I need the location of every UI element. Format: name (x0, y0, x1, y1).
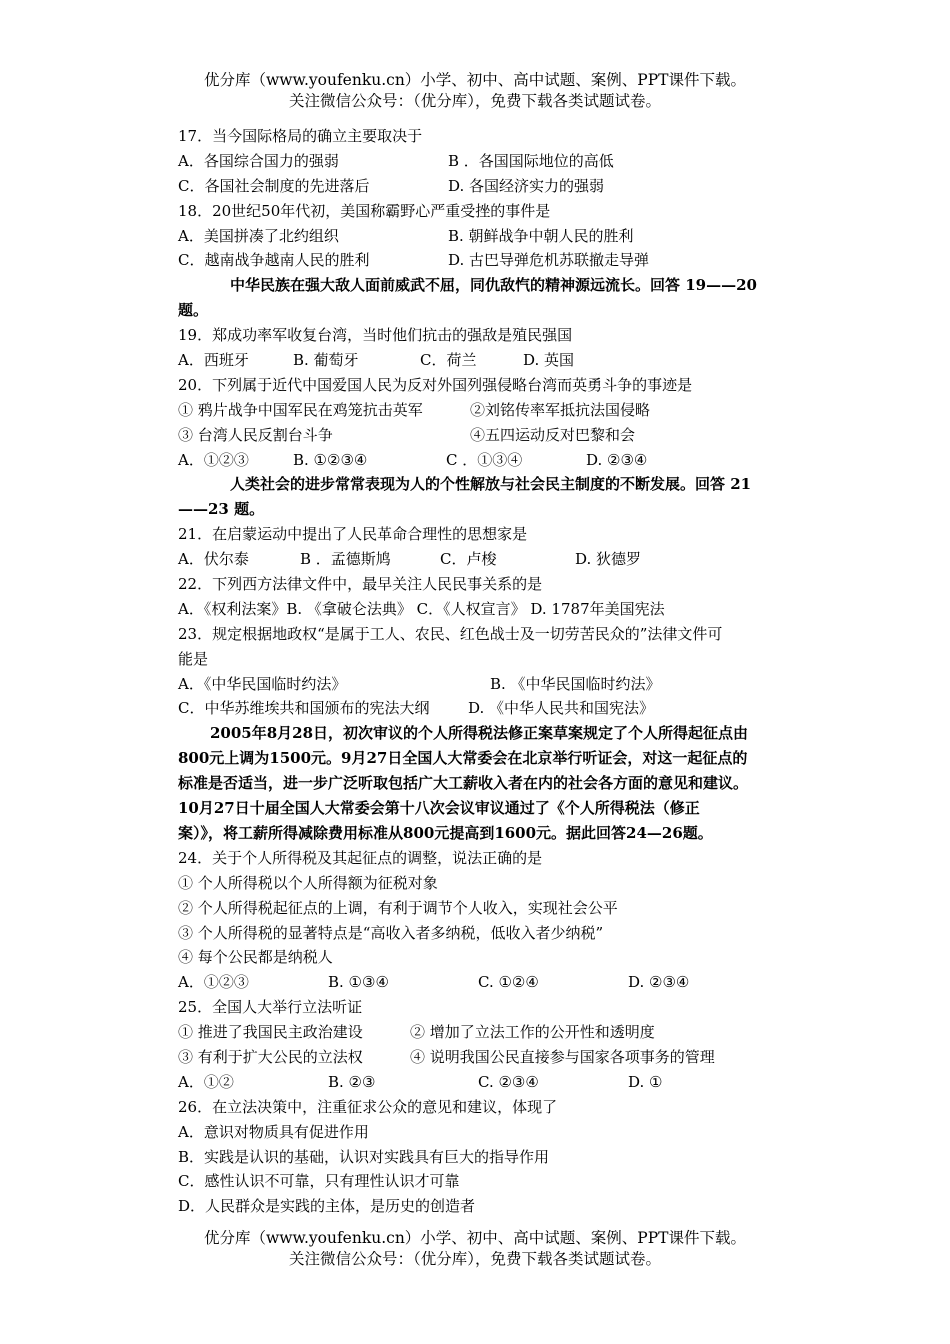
page-footer (0, 1228, 950, 1270)
header-line-1: 优分库（www.youfenku.cn）小学、初中、高中试题、案例、PPT课件下载。 (203, 71, 747, 89)
question-17-options-row-2 (178, 174, 818, 199)
section-intro-19-20-line-1: 中华民族在强大敌人面前威武不屈，同仇敌忾的精神源远流长。回答 19——20 (230, 276, 757, 295)
q25-statement-2: ② 增加了立法工作的公开性和透明度 (410, 1023, 655, 1042)
q20-statement-1: ① 鸦片战争中国军民在鸡笼抗击英军 (178, 400, 423, 419)
q20-statement-3: ③ 台湾人民反割台斗争 (178, 425, 333, 444)
section-intro-24-26-line-1: 2005年8月28日，初次审议的个人所得税法修正案草案规定了个人所得起征点由 (210, 724, 749, 743)
question-18-stem: 18．20世纪50年代初，美国称霸野心严重受挫的事件是 (178, 201, 551, 220)
q25-statement-3: ③ 有利于扩大公民的立法权 (178, 1047, 363, 1066)
section-intro-24-26-line-2: 800元上调为1500元。9月27日全国人大常委会在北京举行听证会，对这一起征点的 (178, 749, 748, 768)
question-23-stem-line-1: 23．规定根据地政权“是属于工人、农民、红色战士及一切劳苦民众的”法律文件可 (178, 624, 723, 643)
q17-option-b: B ．各国国际地位的高低 (448, 151, 614, 170)
question-20-stem: 20．下列属于近代中国爱国人民为反对外国列强侵略台湾而英勇斗争的事迹是 (178, 375, 693, 394)
q23-option-d: D. 《中华人民共和国宪法》 (468, 699, 655, 718)
question-23-options-row-1 (178, 672, 818, 697)
question-26-stem: 26．在立法决策中，注重征求公众的意见和建议，体现了 (178, 1097, 558, 1116)
section-intro-21-23-line-1: 人类社会的进步常常表现为人的个性解放与社会民主制度的不断发展。回答 21 (230, 475, 752, 494)
q21-option-c: C．卢梭 (440, 550, 497, 569)
exam-content (178, 124, 818, 1219)
q19-option-c: C．荷兰 (420, 351, 477, 370)
q21-option-d: D. 狄德罗 (575, 550, 642, 569)
q23-option-c: C．中华苏维埃共和国颁布的宪法大纲 (178, 699, 430, 718)
q25-statement-1: ① 推进了我国民主政治建设 (178, 1023, 363, 1042)
section-intro-24-26-line-3: 标准是否适当，进一步广泛听取包括广大工薪收入者在内的社会各方面的意见和建议。 (178, 774, 749, 793)
q18-option-c: C．越南战争越南人民的胜利 (178, 251, 370, 270)
question-18-options-row-2 (178, 248, 818, 273)
q24-statement-1: ① 个人所得税以个人所得额为征税对象 (178, 873, 438, 892)
q17-option-a: A．各国综合国力的强弱 (178, 151, 339, 170)
question-19-options (178, 348, 818, 373)
q20-statement-2: ②刘铭传率军抵抗法国侵略 (470, 400, 651, 419)
q24-option-c: C. ①②④ (478, 973, 539, 992)
q24-option-b: B. ①③④ (328, 973, 389, 992)
q26-option-a: A．意识对物质具有促进作用 (178, 1122, 369, 1141)
header-line-2: 关注微信公众号：（优分库），免费下载各类试题试卷。 (288, 92, 661, 110)
question-17-stem: 17．当今国际格局的确立主要取决于 (178, 127, 423, 145)
question-23-options-row-2 (178, 696, 818, 721)
question-25-stem: 25．全国人大举行立法听证 (178, 998, 363, 1017)
q18-option-d: D. 古巴导弹危机苏联撤走导弹 (448, 251, 650, 270)
q21-option-b: B ．孟德斯鸠 (300, 550, 391, 569)
footer-line-1: 优分库（www.youfenku.cn）小学、初中、高中试题、案例、PPT课件下载。 (203, 1229, 747, 1247)
q19-option-a: A．西班牙 (178, 351, 249, 370)
q25-option-d: D. ① (628, 1072, 663, 1091)
q26-option-d: D．人民群众是实践的主体，是历史的创造者 (178, 1197, 476, 1216)
q20-option-a: A．①②③ (178, 450, 249, 469)
question-23-stem-line-2: 能是 (178, 649, 209, 668)
question-19-stem: 19．郑成功率军收复台湾，当时他们抗击的强敌是殖民强国 (178, 326, 573, 345)
footer-line-2: 关注微信公众号：（优分库），免费下载各类试题试卷。 (288, 1250, 661, 1268)
q24-statement-3: ③ 个人所得税的显著特点是“高收入者多纳税，低收入者少纳税” (178, 923, 604, 942)
q20-option-d: D. ②③④ (586, 450, 648, 469)
q25-statement-4: ④ 说明我国公民直接参与国家各项事务的管理 (410, 1047, 715, 1066)
question-21-stem: 21．在启蒙运动中提出了人民革命合理性的思想家是 (178, 525, 528, 544)
question-25-options (178, 1070, 818, 1095)
q20-statement-4: ④五四运动反对巴黎和会 (470, 425, 636, 444)
question-20-statements-row-2 (178, 423, 818, 448)
q17-option-d: D. 各国经济实力的强弱 (448, 176, 605, 195)
q26-option-c: C．感性认识不可靠，只有理性认识才可靠 (178, 1172, 460, 1191)
question-24-stem: 24．关于个人所得税及其起征点的调整，说法正确的是 (178, 848, 543, 867)
question-18-options-row-1 (178, 224, 818, 249)
q24-statement-2: ② 个人所得税起征点的上调，有利于调节个人收入，实现社会公平 (178, 898, 618, 917)
q25-option-c: C. ②③④ (478, 1072, 539, 1091)
q17-option-c: C．各国社会制度的先进落后 (178, 176, 370, 195)
question-22-options: A．《权利法案》B. 《拿破仑法典》 C．《人权宣言》 D. 1787年美国宪法 (178, 599, 665, 618)
question-24-options (178, 970, 818, 995)
q24-statement-4: ④ 每个公民都是纳税人 (178, 948, 333, 967)
q24-option-d: D. ②③④ (628, 973, 690, 992)
question-22-stem: 22．下列西方法律文件中，最早关注人民民事关系的是 (178, 575, 543, 594)
section-intro-19-20-line-2: 题。 (178, 301, 209, 320)
section-intro-24-26-line-4: 10月27日十届全国人大常委会第十八次会议审议通过了《个人所得税法（修正 (178, 799, 700, 818)
q19-option-b: B. 葡萄牙 (293, 351, 359, 370)
page-header (0, 70, 950, 112)
section-intro-24-26-line-5: 案）》，将工薪所得减除费用标准从800元提高到1600元。据此回答24—26题。 (178, 823, 713, 842)
question-20-statements-row-1 (178, 398, 818, 423)
question-20-options (178, 448, 818, 473)
q24-option-a: A．①②③ (178, 973, 249, 992)
q20-option-c: C ．①③④ (446, 450, 523, 469)
q23-option-b: B. 《中华民国临时约法》 (490, 674, 661, 693)
q26-option-b: B．实践是认识的基础，认识对实践具有巨大的指导作用 (178, 1147, 550, 1166)
q25-option-b: B. ②③ (328, 1072, 376, 1091)
q18-option-a: A．美国拼凑了北约组织 (178, 226, 339, 245)
question-21-options (178, 547, 818, 572)
q23-option-a: A．《中华民国临时约法》 (178, 674, 347, 693)
question-25-statements-row-1 (178, 1020, 818, 1045)
section-intro-21-23-line-2: ——23 题。 (178, 500, 265, 519)
question-17-options-row-1 (178, 149, 818, 174)
q18-option-b: B. 朝鲜战争中朝人民的胜利 (448, 226, 634, 245)
question-25-statements-row-2 (178, 1045, 818, 1070)
q25-option-a: A．①② (178, 1072, 234, 1091)
q20-option-b: B. ①②③④ (293, 450, 368, 469)
q19-option-d: D. 英国 (523, 351, 575, 370)
q21-option-a: A．伏尔泰 (178, 550, 249, 569)
